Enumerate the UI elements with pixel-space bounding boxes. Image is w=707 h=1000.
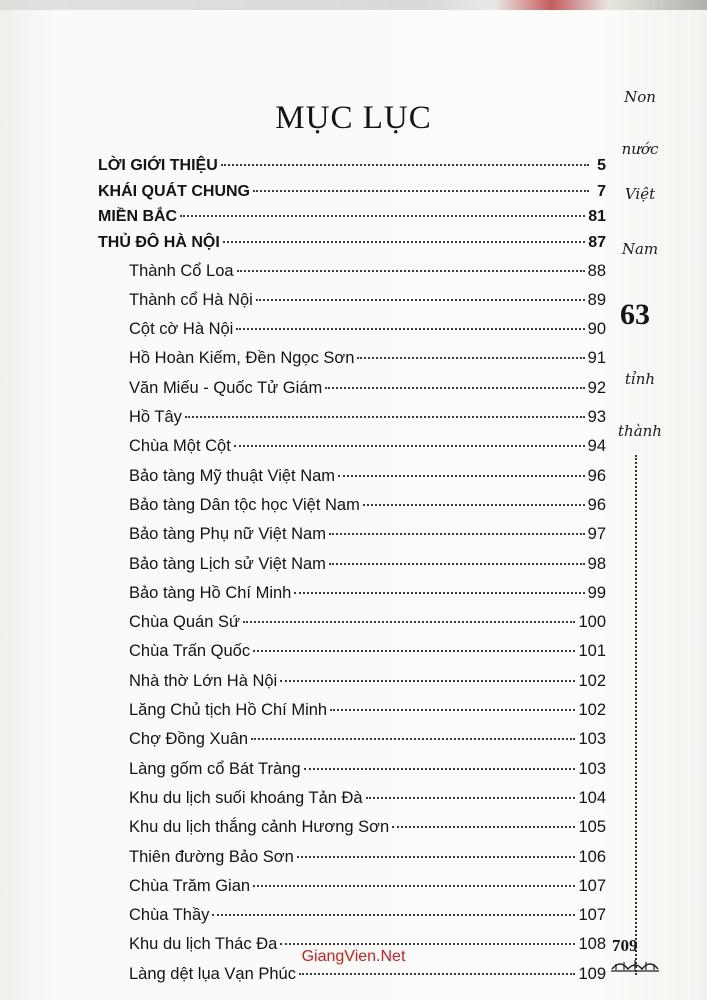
- toc-entry[interactable]: [98, 467, 606, 496]
- side-word-3: Việt: [624, 185, 656, 203]
- toc-entry[interactable]: [98, 525, 606, 554]
- toc-entry[interactable]: [98, 701, 606, 730]
- toc-entry[interactable]: [98, 965, 606, 994]
- toc-entry-page: 96: [587, 495, 606, 514]
- toc-dot-leader: [392, 826, 575, 828]
- toc-entry-page: 102: [578, 701, 606, 720]
- toc-entry-page: 96: [587, 466, 606, 485]
- toc-entry-label: Chùa Trấn Quốc: [129, 642, 251, 661]
- toc-entry-label: Chùa Một Cột: [129, 437, 231, 456]
- toc-dot-leader: [212, 914, 575, 916]
- toc-entry-page: 104: [578, 788, 606, 807]
- toc-entry-label: MIỀN BẮC: [98, 208, 178, 226]
- toc-entry[interactable]: [98, 183, 606, 209]
- toc-entry-page: 105: [578, 818, 606, 837]
- toc-entry[interactable]: [98, 818, 606, 847]
- toc-dot-leader: [185, 416, 585, 418]
- toc-dot-leader: [237, 270, 585, 272]
- toc-dot-leader: [304, 768, 576, 770]
- toc-dot-leader: [363, 504, 585, 506]
- toc-entry-label: Chùa Quán Sứ: [129, 613, 241, 632]
- toc-entry[interactable]: [98, 613, 606, 642]
- toc-entry-page: 88: [587, 261, 606, 280]
- toc-entry-page: 5: [597, 157, 606, 174]
- toc-entry-page: 102: [578, 671, 606, 690]
- toc-entry-label: Làng gốm cổ Bát Tràng: [129, 759, 301, 778]
- side-dotted-rule: [635, 455, 637, 975]
- toc-entry[interactable]: [98, 672, 606, 701]
- toc-entry[interactable]: [98, 877, 606, 906]
- side-title: [610, 60, 670, 960]
- toc-dot-leader: [297, 856, 576, 858]
- toc-dot-leader: [280, 943, 575, 945]
- toc-entry-label: Khu du lịch Thác Đa: [129, 935, 278, 954]
- toc-dot-leader: [253, 885, 575, 887]
- toc-entry[interactable]: [98, 642, 606, 671]
- toc-entry-page: 108: [578, 935, 606, 954]
- toc-dot-leader: [223, 241, 585, 243]
- toc-dot-leader: [253, 650, 575, 652]
- page-number: 709: [612, 936, 638, 955]
- toc-entry-page: 106: [578, 847, 606, 866]
- toc-entry-label: Lăng Chủ tịch Hồ Chí Minh: [129, 701, 328, 720]
- toc-dot-leader: [234, 445, 585, 447]
- toc-entry-page: 7: [597, 182, 606, 200]
- toc-dot-leader: [251, 738, 575, 740]
- table-of-contents: [98, 157, 606, 994]
- toc-entry-label: Bảo tàng Dân tộc học Việt Nam: [129, 495, 360, 514]
- toc-entry-label: Chùa Thầy: [129, 906, 210, 925]
- toc-entry[interactable]: [98, 437, 606, 466]
- side-word-4: Nam: [621, 240, 659, 258]
- toc-entry-label: Bảo tàng Mỹ thuật Việt Nam: [129, 466, 336, 485]
- toc-dot-leader: [325, 387, 584, 389]
- toc-entry-label: KHÁI QUÁT CHUNG: [98, 182, 250, 200]
- toc-entry-label: Hồ Hoàn Kiếm, Đền Ngọc Sơn: [129, 349, 355, 368]
- toc-dot-leader: [330, 709, 575, 711]
- toc-dot-leader: [253, 190, 589, 192]
- toc-dot-leader: [221, 164, 589, 166]
- toc-entry-label: Khu du lịch suối khoáng Tản Đà: [129, 788, 363, 807]
- toc-dot-leader: [256, 299, 585, 301]
- toc-entry-page: 109: [578, 964, 606, 983]
- toc-entry-page: 103: [578, 730, 606, 749]
- page-top-edge: [0, 0, 707, 10]
- toc-entry[interactable]: [98, 157, 606, 183]
- toc-entry-page: 107: [578, 876, 606, 895]
- toc-entry-page: 103: [578, 759, 606, 778]
- side-number: 63: [620, 298, 650, 331]
- toc-entry[interactable]: [98, 234, 606, 262]
- toc-dot-leader: [299, 973, 576, 975]
- toc-entry[interactable]: [98, 349, 606, 378]
- toc-entry-label: Văn Miếu - Quốc Tử Giám: [129, 378, 323, 397]
- toc-dot-leader: [180, 215, 585, 217]
- toc-entry-label: LỜI GIỚI THIỆU: [98, 157, 218, 174]
- toc-entry-label: THỦ ĐÔ HÀ NỘI: [98, 234, 220, 252]
- side-word-2: nước: [621, 140, 659, 158]
- toc-entry-label: Bảo tàng Lịch sử Việt Nam: [129, 554, 326, 573]
- side-word-6: thành: [618, 422, 662, 440]
- toc-entry-page: 100: [578, 613, 606, 632]
- toc-entry-label: Làng dệt lụa Vạn Phúc: [129, 964, 296, 983]
- toc-entry-page: 93: [587, 408, 606, 427]
- toc-entry-label: Hồ Tây: [129, 408, 182, 427]
- toc-entry[interactable]: [98, 320, 606, 349]
- watermark-link[interactable]: GiangVien.Net: [301, 948, 406, 965]
- toc-entry-label: Chợ Đồng Xuân: [129, 730, 249, 749]
- toc-dot-leader: [243, 621, 575, 623]
- toc-entry-label: Nhà thờ Lớn Hà Nội: [129, 671, 278, 690]
- toc-dot-leader: [236, 328, 584, 330]
- page-title: MỤC LỤC: [275, 100, 432, 136]
- side-word-5: tỉnh: [624, 370, 656, 388]
- toc-entry-label: Thiên đường Bảo Sơn: [129, 847, 294, 866]
- toc-entry-label: Bảo tàng Hồ Chí Minh: [129, 583, 292, 602]
- toc-entry-page: 99: [587, 583, 606, 602]
- toc-entry-page: 81: [588, 208, 606, 226]
- toc-entry-page: 87: [588, 234, 606, 252]
- toc-dot-leader: [294, 592, 584, 594]
- toc-entry-page: 90: [587, 320, 606, 339]
- toc-entry-label: Thành cổ Hà Nội: [129, 290, 253, 309]
- toc-dot-leader: [280, 680, 575, 682]
- toc-entry-page: 94: [587, 437, 606, 456]
- toc-entry[interactable]: [98, 906, 606, 935]
- toc-entry-label: Thành Cổ Loa: [129, 261, 234, 280]
- toc-entry-label: Khu du lịch thắng cảnh Hương Sơn: [129, 818, 390, 837]
- toc-dot-leader: [338, 475, 585, 477]
- toc-entry[interactable]: [98, 789, 606, 818]
- toc-entry-page: 89: [587, 290, 606, 309]
- toc-entry[interactable]: [98, 848, 606, 877]
- toc-entry-page: 101: [578, 642, 606, 661]
- toc-entry-page: 92: [587, 378, 606, 397]
- toc-entry[interactable]: [98, 760, 606, 789]
- toc-entry[interactable]: [98, 262, 606, 291]
- toc-entry[interactable]: [98, 291, 606, 320]
- toc-entry-label: Chùa Trăm Gian: [129, 876, 251, 895]
- toc-entry[interactable]: [98, 584, 606, 613]
- toc-entry-label: Cột cờ Hà Nội: [129, 320, 234, 339]
- toc-dot-leader: [366, 797, 576, 799]
- toc-entry[interactable]: [98, 379, 606, 408]
- toc-entry-page: 107: [578, 906, 606, 925]
- toc-entry-page: 98: [587, 554, 606, 573]
- toc-entry[interactable]: [98, 730, 606, 759]
- toc-entry-label: Bảo tàng Phụ nữ Việt Nam: [129, 525, 326, 544]
- toc-dot-leader: [357, 357, 584, 359]
- side-word-1: Non: [624, 88, 656, 106]
- toc-entry-page: 91: [587, 349, 606, 368]
- toc-entry[interactable]: [98, 496, 606, 525]
- toc-entry-page: 97: [587, 525, 606, 544]
- toc-entry[interactable]: [98, 208, 606, 234]
- toc-dot-leader: [329, 533, 585, 535]
- toc-entry[interactable]: [98, 555, 606, 584]
- toc-entry[interactable]: [98, 408, 606, 437]
- toc-dot-leader: [329, 563, 585, 565]
